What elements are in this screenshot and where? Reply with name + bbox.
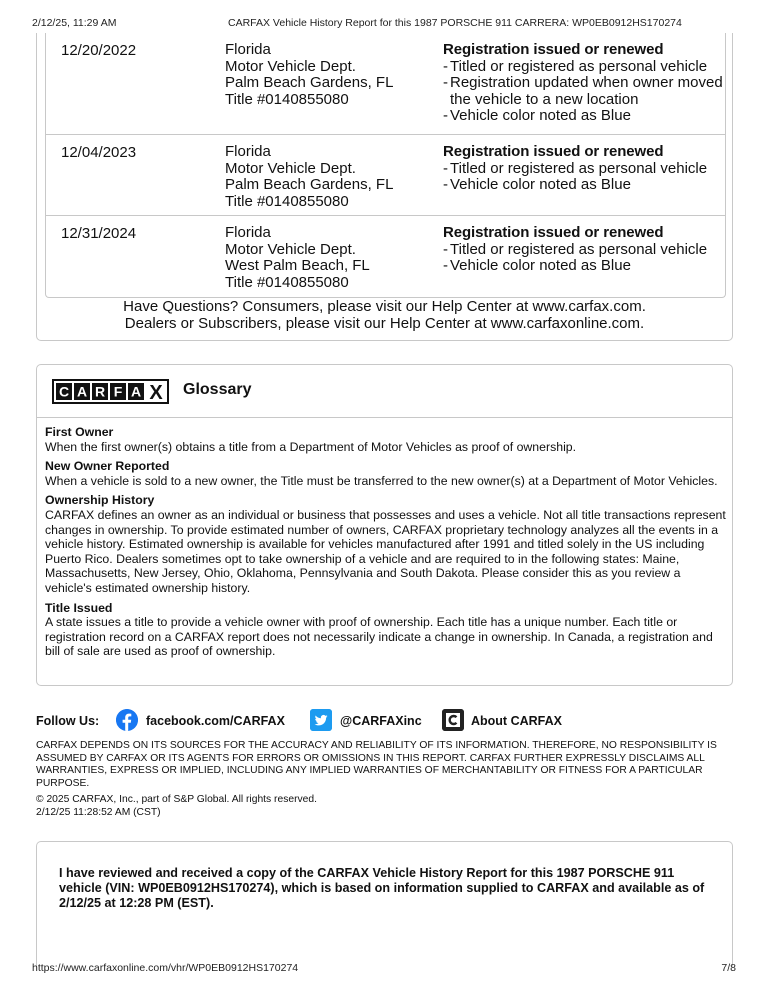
source-line: Florida [225,41,271,58]
source-line: Florida [225,143,271,160]
print-footer [32,962,736,976]
history-date: 12/04/2023 [61,144,137,161]
source-line: Motor Vehicle Dept. [225,159,356,177]
report-timestamp: 2/12/25 11:28:52 AM (CST) [36,807,161,818]
glossary-definition: When a vehicle is sold to a new owner, the Title must be transferred to the new owner(s) at a Department of Motor Vehicles. [45,473,718,488]
source-line: Palm Beach Gardens, FL [225,176,394,193]
glossary-body [45,425,729,659]
disclaimer-text: CARFAX DEPENDS ON ITS SOURCES FOR THE ACCURACY AND RELIABILITY OF ITS INFORMATION. THEREFORE, NO RESPONSIBILITY IS ASSUMED BY CARFAX OR ITS AGENTS FOR ERRORS OR OMISSIONS IN THIS REPORT. CARFAX FURTHER EXPRESSLY DISCLAIMS ALL WARRANTIES, EXPRESS OR IMPLIED, INCLUDING ANY IMPLIED WARRANTIES OF MERCHANTABILITY OR FITNESS FOR A PARTICULAR PURPOSE. [36,740,717,789]
comment-title: Registration issued or renewed [443,41,664,58]
svg-text:X: X [149,382,163,404]
page-number: 7/8 [721,962,736,974]
acknowledgement-text: I have reviewed and received a copy of the CARFAX Vehicle History Report for this 1987 PORSCHE 911 vehicle (VIN: WP0EB0912HS170274), which is based on information supplied to CARFAX and available as of 2/12/25 at 12:28 PM (EST). [59,866,705,910]
glossary-term: First Owner [45,425,114,439]
print-header [32,17,736,31]
history-source [225,42,393,108]
comment-item: - Titled or registered as personal vehicle [443,159,708,177]
history-comments [443,42,723,125]
comment-item: - Vehicle color noted as Blue [443,176,631,193]
svg-text:F: F [113,383,123,400]
history-comments [443,225,723,275]
history-row [46,135,725,216]
glossary-term: Title Issued [45,600,113,615]
source-line: Motor Vehicle Dept. [225,57,356,75]
comment-item: - Registration updated when owner moved the vehicle to a new location [443,74,723,108]
comment-item: - Vehicle color noted as Blue [443,107,631,124]
about-carfax-link[interactable]: About CARFAX [471,714,562,728]
source-line: Title #0140855080 [225,192,349,210]
help-center-text: Have Questions? Consumers, please visit our Help Center at www.carfax.com. Dealers or Subscribers, please visit our Help Center at www.carfaxonline.com. [123,298,646,332]
comment-item: - Titled or registered as personal vehicle [443,240,708,258]
carfax-icon[interactable] [442,709,464,731]
print-datetime: 2/12/25, 11:29 AM [32,17,117,29]
print-title: CARFAX Vehicle History Report for this 1987 PORSCHE 911 CARRERA: WP0EB0912HS170274 [228,17,682,29]
glossary-term: New Owner Reported [45,459,170,474]
twitter-icon[interactable] [310,709,332,731]
glossary-term: Ownership History [45,493,155,508]
history-source [225,144,393,210]
follow-us-bar [36,708,736,736]
svg-text:C: C [58,383,70,400]
history-comments [443,144,723,194]
svg-text:R: R [94,383,106,400]
source-line: Palm Beach Gardens, FL [225,74,394,91]
glossary-header [37,365,732,418]
svg-text:A: A [130,383,142,400]
source-line: West Palm Beach, FL [225,257,370,274]
source-line: Motor Vehicle Dept. [225,240,356,258]
glossary-panel [36,364,733,686]
history-table [45,33,726,298]
history-date: 12/31/2024 [61,225,137,242]
history-row [46,33,725,135]
follow-us-label: Follow Us: [36,714,100,728]
source-line: Title #0140855080 [225,90,349,108]
glossary-title: Glossary [183,381,252,398]
twitter-link[interactable]: @CARFAXinc [340,714,422,728]
glossary-definition: CARFAX defines an owner as an individual or business that possesses and uses a vehicle. Not all title transactions represent changes in ownership. To provide estimated number of owners, CARFAX proprietary technology analyzes all the events in a vehicle history. Estimated ownership is available for vehicles manufactured after 1991 and titled solely in the US including Puerto Rico. Dealers sometimes opt to take ownership of a vehicle and are required to in the following states: Maine, Massachusetts, New Jersey, Ohio, Oklahoma, Pennsylvania and South Dakota. Please consider this as you review a vehicle's estimated ownership history. [45,507,726,595]
copyright-text: © 2025 CARFAX, Inc., part of S&P Global. All rights reserved. [36,794,317,805]
facebook-link[interactable]: facebook.com/CARFAX [146,714,285,728]
history-date: 12/20/2022 [61,42,137,59]
acknowledgement-panel [36,841,733,966]
source-line: Title #0140855080 [225,273,349,291]
comment-title: Registration issued or renewed [443,224,664,241]
glossary-definition: When the first owner(s) obtains a title from a Department of Motor Vehicles as proof of ownership. [45,439,577,454]
svg-text:A: A [76,383,88,400]
history-row [46,216,725,298]
comment-item: - Titled or registered as personal vehicle [443,57,708,75]
print-url: https://www.carfaxonline.com/vhr/WP0EB0912HS170274 [32,962,299,974]
source-line: Florida [225,224,271,241]
glossary-definition: A state issues a title to provide a vehicle owner with proof of ownership. Each title has a unique number. Each title or registration record on a CARFAX report does not necessarily indicate a change in ownership. In Canada, a registration and bill of sale are used as proof of ownership. [45,615,713,659]
history-panel [36,33,733,341]
comment-title: Registration issued or renewed [443,143,664,160]
history-source [225,225,370,291]
carfax-logo [52,379,169,404]
comment-item: - Vehicle color noted as Blue [443,257,631,274]
facebook-icon[interactable] [116,709,138,731]
